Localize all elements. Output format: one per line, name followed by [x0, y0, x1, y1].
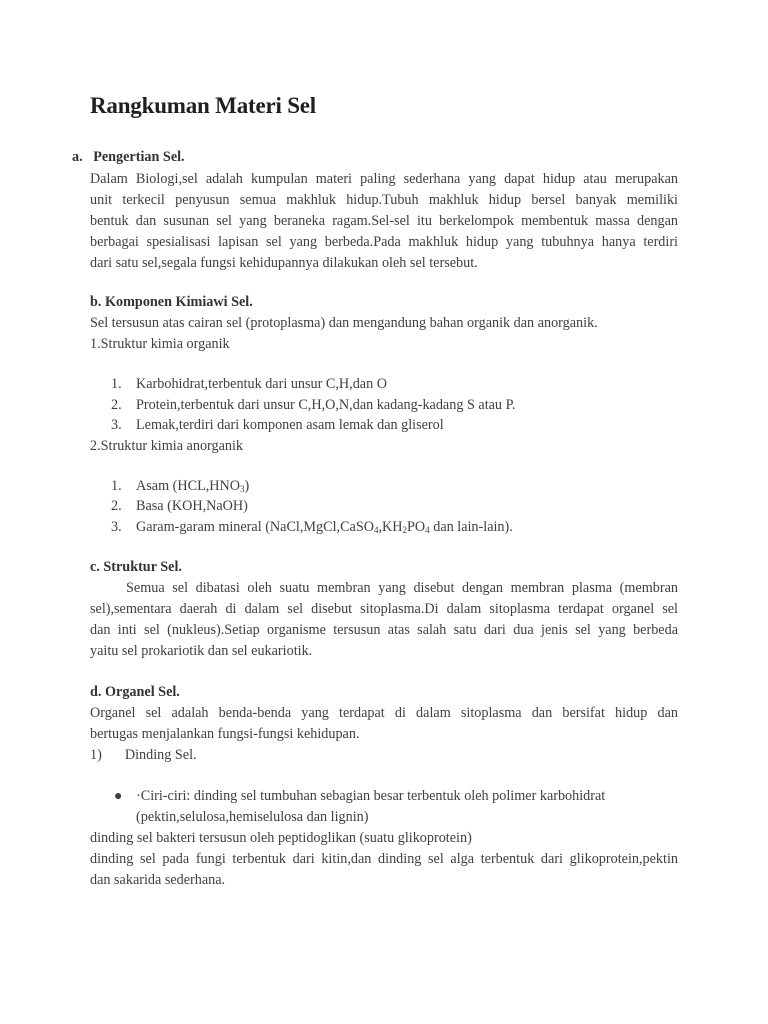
item-label: Dinding Sel. — [124, 747, 197, 763]
text-line: dinding sel pada fungi terbentuk dari kitin,dan dinding sel alga terbentuk dari glikoprotein,pektin — [90, 851, 678, 867]
text-line: bentuk dan susunan sel yang beraneka ragam.Sel-sel itu berkelompok membentuk massa dengan — [90, 213, 678, 229]
text-line: dan inti sel (nukleus).Setiap organisme tersusun atas salah satu dari dua jenis sel yang berbeda — [90, 622, 678, 638]
text-line: dinding sel bakteri tersusun oleh peptidoglikan (suatu glikoprotein) — [90, 830, 472, 846]
text-line: ·Ciri-ciri: dinding sel tumbuhan sebagian besar terbentuk oleh polimer karbohidrat — [136, 788, 606, 804]
item-number: 1) — [90, 747, 102, 763]
text-line: dan sakarida sederhana. — [90, 872, 226, 888]
subheading-organic: 1.Struktur kimia organik — [90, 336, 230, 352]
bullet-item — [90, 786, 678, 828]
section-pengertian-sel — [72, 147, 678, 274]
section-heading-text: Pengertian Sel. — [93, 149, 185, 165]
section-organel-sel — [90, 682, 678, 891]
text-line: Semua sel dibatasi oleh suatu membran yang disebut dengan membran plasma (membran — [126, 580, 678, 596]
text-line: (pektin,selulosa,hemiselulosa dan lignin) — [136, 809, 369, 825]
numbered-item — [90, 745, 678, 766]
list-item: 1. Karbohidrat,terbentuk dari unsur C,H,dan O — [111, 376, 387, 392]
section-struktur-sel — [90, 557, 678, 662]
text-line: yaitu sel prokariotik dan sel eukariotik. — [90, 643, 313, 659]
subheading-inorganic: 2.Struktur kimia anorganik — [90, 437, 244, 454]
page-title: Rangkuman Materi Sel — [90, 93, 317, 118]
list-item: 3. Garam-garam mineral ($NaCl,MgCl,CaSO_4,KH_2PO_4$ dan lain-lain). — [111, 518, 513, 535]
text-line: dari satu sel,segala fungsi kehidupannya dilakukan oleh sel tersebut. — [90, 255, 478, 271]
inorganic-list — [90, 476, 678, 538]
text-line: sel),sementara daerah di dalam sel disebut sitoplasma.Di dalam sitoplasma terdapat organel sel — [90, 601, 678, 617]
organic-list — [90, 374, 678, 436]
section-heading: b. Komponen Kimiawi Sel. — [90, 294, 253, 310]
list-item: 3. Lemak,terdiri dari komponen asam lemak dan gliserol — [111, 417, 444, 433]
bullet-icon: ● — [114, 789, 123, 804]
list-item: 2. Basa (KOH,NaOH) — [111, 498, 248, 514]
section-heading: c. Struktur Sel. — [90, 559, 182, 575]
text-line: unit terkecil penyusun semua makhluk hidup.Tubuh makhluk hidup bersel banyak memiliki — [90, 192, 678, 208]
section-heading — [72, 147, 660, 168]
section-komponen-kimiawi — [90, 292, 678, 537]
list-item: 1. Asam $(HCL,HNO_3)$ — [111, 477, 250, 494]
section-intro: Sel tersusun atas cairan sel (protoplasma) dan mengandung bahan organik dan anorganik. — [90, 315, 598, 331]
text-line: bertugas menjalankan fungsi-fungsi kehidupan. — [90, 726, 360, 742]
text-line: Dalam Biologi,sel adalah kumpulan materi paling sederhana yang dapat hidup atau merupakan — [90, 171, 678, 187]
text-line: berbagai spesialisasi lapisan sel yang berbeda.Pada makhluk hidup yang tubuhnya hanya terdiri — [90, 234, 678, 250]
section-body — [90, 169, 678, 274]
section-marker: a. — [72, 149, 83, 165]
text-line: Organel sel adalah benda-benda yang terdapat di dalam sitoplasma dan bersifat hidup dan — [90, 705, 678, 721]
list-item: 2. Protein,terbentuk dari unsur C,H,O,N,dan kadang-kadang S atau P. — [111, 396, 516, 413]
section-heading: d. Organel Sel. — [90, 684, 180, 700]
